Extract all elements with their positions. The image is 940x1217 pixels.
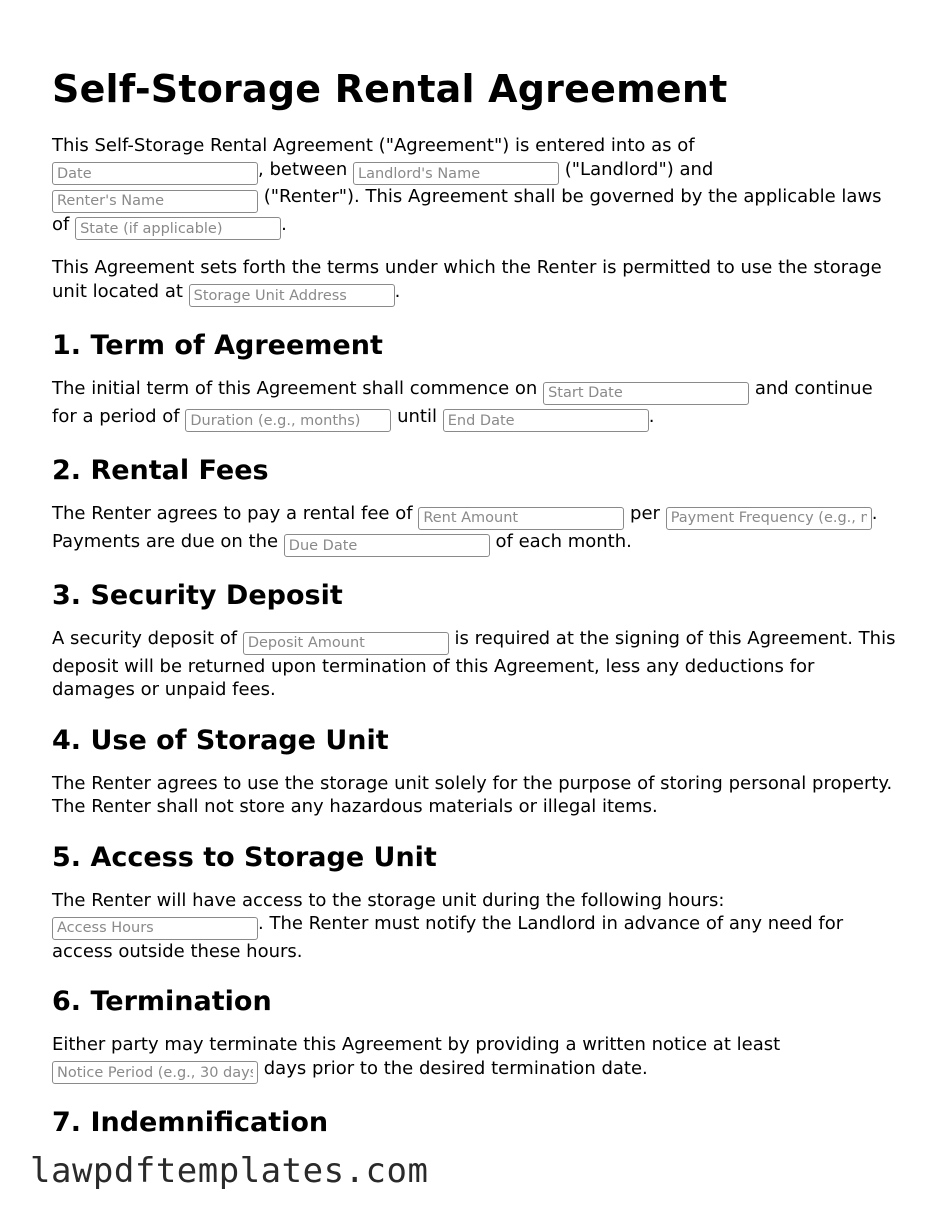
intro-text-1: This Self-Storage Rental Agreement ("Agreement") is entered into as of: [52, 135, 695, 156]
duration-input[interactable]: [185, 409, 391, 432]
termination-text-2: days prior to the desired termination date.: [263, 1057, 648, 1079]
fees-text-3: . Payments are due on the: [52, 503, 878, 552]
section-heading-use: 4. Use of Storage Unit: [52, 724, 389, 756]
termination-paragraph: [52, 1033, 897, 1084]
use-paragraph: The Renter agrees to use the storage unit solely for the purpose of storing personal property. The Renter shall not store any hazardous materials or illegal items.: [52, 772, 893, 817]
term-text-1: The initial term of this Agreement shall commence on: [52, 378, 538, 399]
section-heading-term: 1. Term of Agreement: [52, 330, 383, 361]
term-text-3: until: [397, 405, 437, 427]
deposit-text-1: A security deposit of: [52, 628, 238, 649]
deposit-paragraph: [52, 627, 897, 702]
location-text-2: .: [394, 280, 401, 302]
fees-text-4: of each month.: [495, 530, 632, 552]
page-title: Self-Storage Rental Agreement: [52, 67, 728, 111]
deposit-text-2: is required at the signing of this Agreement. This deposit will be returned upon termination of this Agreement, less any deductions for damages or unpaid fees.: [52, 628, 896, 700]
termination-text-1: Either party may terminate this Agreement by providing a written notice at least: [52, 1034, 781, 1055]
notice-period-input[interactable]: [52, 1061, 258, 1084]
access-text-1: The Renter will have access to the storage unit during the following hours:: [52, 889, 725, 911]
landlord-name-input[interactable]: [353, 162, 559, 185]
fees-paragraph: [52, 502, 897, 557]
location-text-1: This Agreement sets forth the terms under which the Renter is permitted to use the storage unit located at: [52, 257, 882, 302]
agreement-document: [52, 66, 897, 1154]
access-paragraph: [52, 889, 897, 964]
deposit-amount-input[interactable]: [243, 632, 449, 655]
intro-text-3: ("Landlord") and: [564, 158, 714, 180]
section-heading-termination: 6. Termination: [52, 986, 272, 1017]
term-text-4: .: [648, 405, 655, 427]
due-date-input[interactable]: [284, 534, 490, 557]
term-paragraph: [52, 377, 897, 432]
rent-amount-input[interactable]: [418, 507, 624, 530]
section-heading-access: 5. Access to Storage Unit: [52, 841, 437, 873]
access-hours-input[interactable]: [52, 917, 258, 940]
term-text-2: and continue for a period of: [52, 378, 873, 427]
fees-text-1: The Renter agrees to pay a rental fee of: [52, 503, 413, 524]
intro-text-5: .: [281, 213, 287, 235]
start-date-input[interactable]: [543, 382, 749, 405]
intro-paragraph: [52, 134, 897, 240]
section-heading-deposit: 3. Security Deposit: [52, 580, 343, 611]
watermark: lawpdftemplates.com: [30, 1151, 429, 1191]
date-input[interactable]: [52, 162, 258, 185]
end-date-input[interactable]: [443, 409, 649, 432]
fees-text-2: per: [630, 503, 660, 524]
payment-frequency-input[interactable]: [666, 507, 872, 530]
state-input[interactable]: [75, 217, 281, 240]
section-heading-indemnification: 7. Indemnification: [52, 1107, 329, 1138]
intro-text-2: , between: [258, 158, 348, 180]
storage-unit-address-input[interactable]: [189, 284, 395, 307]
section-heading-fees: 2. Rental Fees: [52, 455, 269, 486]
renter-name-input[interactable]: [52, 190, 258, 213]
intro-text-4: ("Renter"). This Agreement shall be governed by the applicable laws of: [52, 186, 882, 235]
access-text-2: . The Renter must notify the Landlord in advance of any need for access outside these hours.: [52, 913, 844, 962]
location-paragraph: [52, 256, 897, 307]
